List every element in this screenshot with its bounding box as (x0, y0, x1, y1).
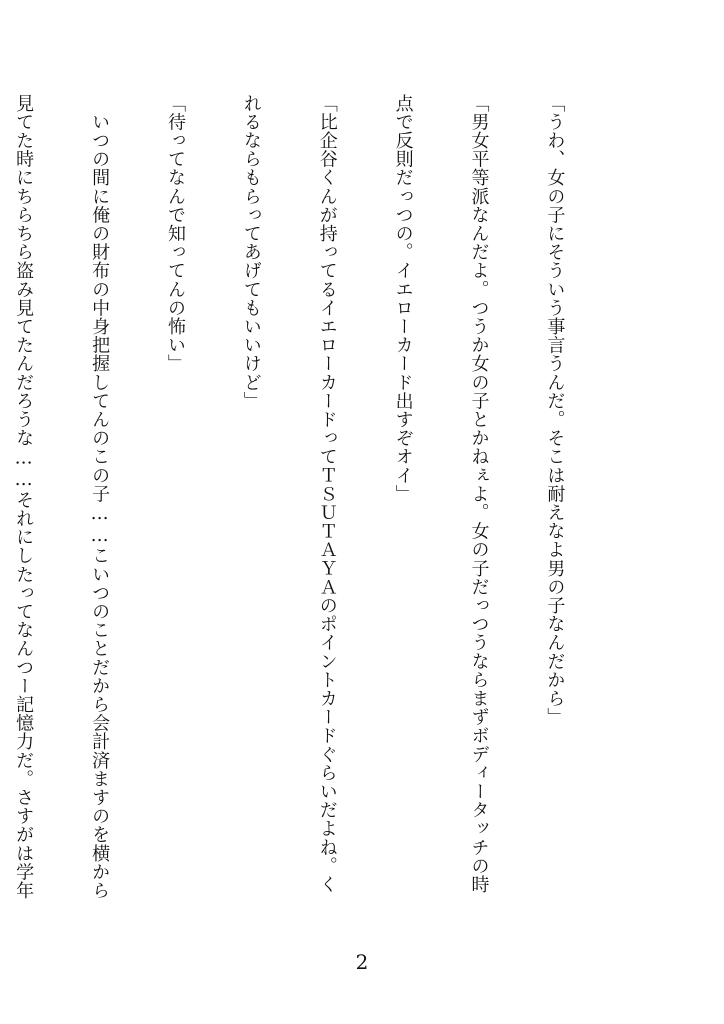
text-line: れるならもらってあげてもいいけど」 (240, 94, 262, 411)
text-line: 「うわ、女の子にそういう事言うんだ。そこは耐えなよ男の子なんだから」 (544, 94, 566, 727)
vertical-text-block (13, 94, 618, 914)
text-line: 「男女平等派なんだよ。つうか女の子とかねぇよ。女の子だっつうならまずボディータッチの時 (468, 94, 490, 894)
page-number: 2 (355, 950, 369, 974)
text-line: 見てた時にちらちら盗み見てたんだろうな……それにしたってなんつー記憶力だ。さすがは学年 (13, 94, 35, 900)
text-line: 点で反則だっつの。イエローカード出すぞオイ」 (392, 94, 414, 504)
text-line: 「比企谷くんが持ってるイエローカードってＴＳＵＴＡＹＡのポイントカードぐらいだよね。く (316, 94, 338, 894)
text-line: いつの間に俺の財布の中身把握してんのこの子……こいつのことだから会計済ますのを横から (89, 94, 111, 900)
text-line: 「待ってなんで知ってんの怖い」 (164, 94, 186, 373)
